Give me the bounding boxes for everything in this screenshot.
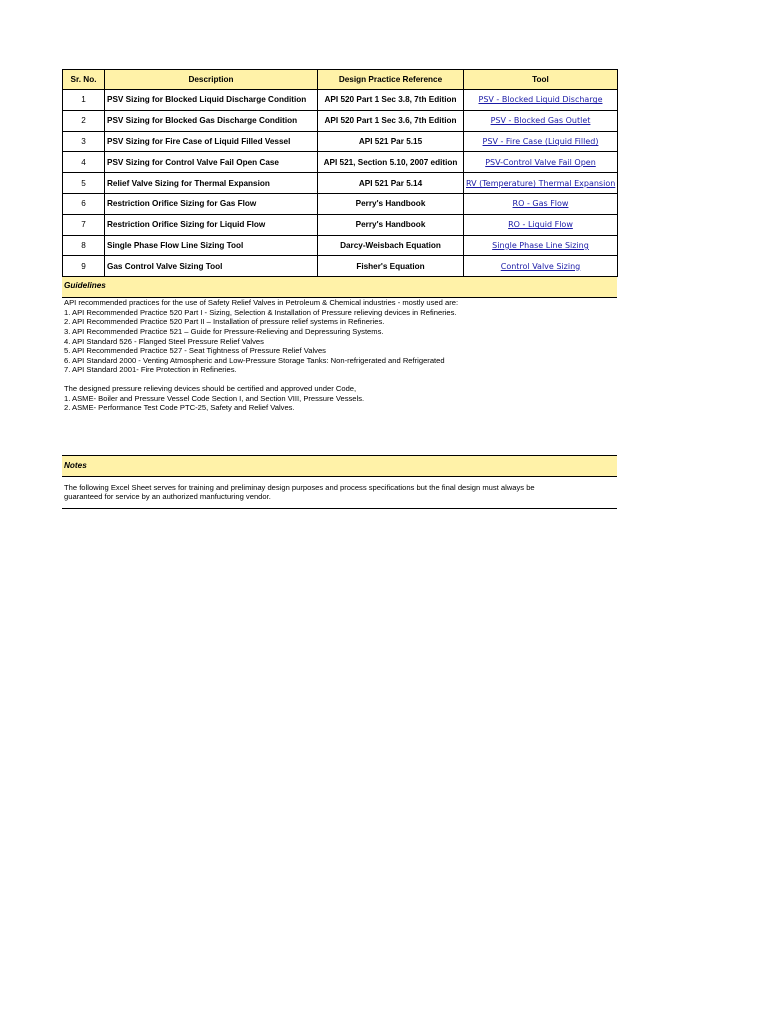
tool-link[interactable]: PSV-Control Valve Fail Open — [485, 157, 596, 167]
guideline-item: 5. API Recommended Practice 527 - Seat Tightness of Pressure Relief Valves — [64, 346, 326, 356]
table-row — [63, 90, 618, 111]
header-reference: Design Practice Reference — [318, 70, 464, 90]
guideline-item: 7. API Standard 2001- Fire Protection in Refineries. — [64, 365, 237, 375]
tool-link[interactable]: Single Phase Line Sizing — [492, 240, 589, 250]
sr-no-cell: 4 — [63, 152, 105, 173]
description-cell: Gas Control Valve Sizing Tool — [105, 256, 318, 277]
table-row — [63, 131, 618, 152]
sr-no-cell: 5 — [63, 173, 105, 194]
guidelines-heading: Guidelines — [62, 277, 617, 298]
reference-cell: API 521, Section 5.10, 2007 edition — [318, 152, 464, 173]
sr-no-cell: 1 — [63, 90, 105, 111]
header-sr-no: Sr. No. — [63, 70, 105, 90]
tool-link[interactable]: RO - Liquid Flow — [508, 220, 573, 230]
description-cell: PSV Sizing for Blocked Gas Discharge Condition — [105, 110, 318, 131]
notes-line-1: The following Excel Sheet serves for training and preliminay design purposes and process specifications but the final design must always be — [64, 482, 535, 492]
sr-no-cell: 3 — [63, 131, 105, 152]
tool-cell — [464, 131, 618, 152]
sr-no-cell: 8 — [63, 235, 105, 256]
tool-cell — [464, 256, 618, 277]
tool-link[interactable]: RO - Gas Flow — [512, 199, 569, 209]
reference-cell: Perry's Handbook — [318, 214, 464, 235]
sr-no-cell: 9 — [63, 256, 105, 277]
reference-cell: Darcy-Weisbach Equation — [318, 235, 464, 256]
tool-cell — [464, 152, 618, 173]
header-tool: Tool — [464, 70, 618, 90]
description-cell: PSV Sizing for Control Valve Fail Open Case — [105, 152, 318, 173]
header-row — [63, 70, 618, 90]
table-row — [63, 214, 618, 235]
table-row — [63, 193, 618, 214]
table-row — [63, 152, 618, 173]
notes-line-2: guaranteed for service by an authorized manfucturing vendor. — [64, 492, 271, 502]
tool-link[interactable]: PSV - Fire Case (Liquid Filled) — [482, 136, 599, 146]
description-cell: Relief Valve Sizing for Thermal Expansion — [105, 173, 318, 194]
code-item: 1. ASME- Boiler and Pressure Vessel Code Section I, and Section VIII, Pressure Vessels. — [64, 393, 365, 403]
description-cell: Restriction Orifice Sizing for Gas Flow — [105, 193, 318, 214]
code-item: 2. ASME- Performance Test Code PTC-25, Safety and Relief Valves. — [64, 403, 295, 413]
code-intro: The designed pressure relieving devices should be certified and approved under Code, — [64, 383, 357, 393]
guideline-item: 6. API Standard 2000 - Venting Atmospheric and Low-Pressure Storage Tanks: Non-refrigerated and Refrigerated — [64, 355, 445, 365]
description-cell: Single Phase Flow Line Sizing Tool — [105, 235, 318, 256]
tool-link[interactable]: PSV - Blocked Gas Outlet — [490, 116, 591, 126]
reference-cell: API 521 Par 5.14 — [318, 173, 464, 194]
table-row — [63, 110, 618, 131]
tool-link[interactable]: PSV - Blocked Liquid Discharge — [478, 95, 603, 105]
notes-heading: Notes — [62, 455, 617, 477]
table-row — [63, 256, 618, 277]
guidelines-intro: API recommended practices for the use of Safety Relief Valves in Petroleum & Chemical industries - mostly used are: — [64, 298, 459, 308]
tool-cell — [464, 173, 618, 194]
sr-no-cell: 2 — [63, 110, 105, 131]
guideline-item: 4. API Standard 526 - Flanged Steel Pressure Relief Valves — [64, 336, 264, 346]
description-cell: PSV Sizing for Fire Case of Liquid Filled Vessel — [105, 131, 318, 152]
spreadsheet — [62, 69, 617, 509]
tool-cell — [464, 90, 618, 111]
guideline-item: 2. API Recommended Practice 520 Part II – Installation of pressure relief systems in Refineries. — [64, 317, 385, 327]
guideline-item: 1. API Recommended Practice 520 Part I - Sizing, Selection & Installation of Pressure relieving devices in Refineries. — [64, 307, 457, 317]
sr-no-cell: 6 — [63, 193, 105, 214]
guideline-item: 3. API Recommended Practice 521 – Guide for Pressure-Relieving and Depressuring Systems. — [64, 326, 384, 336]
tool-cell — [464, 110, 618, 131]
table-row — [63, 173, 618, 194]
reference-cell: Perry's Handbook — [318, 193, 464, 214]
reference-cell: Fisher's Equation — [318, 256, 464, 277]
tool-link[interactable]: RV (Temperature) Thermal Expansion — [466, 178, 616, 188]
sr-no-cell: 7 — [63, 214, 105, 235]
tool-cell — [464, 235, 618, 256]
table-row — [63, 235, 618, 256]
tool-cell — [464, 214, 618, 235]
tool-cell — [464, 193, 618, 214]
tools-table — [62, 69, 618, 277]
tool-link[interactable]: Control Valve Sizing — [500, 261, 581, 271]
notes-divider — [62, 508, 617, 509]
description-cell: Restriction Orifice Sizing for Liquid Flow — [105, 214, 318, 235]
reference-cell: API 521 Par 5.15 — [318, 131, 464, 152]
header-description: Description — [105, 70, 318, 90]
reference-cell: API 520 Part 1 Sec 3.6, 7th Edition — [318, 110, 464, 131]
reference-cell: API 520 Part 1 Sec 3.8, 7th Edition — [318, 90, 464, 111]
description-cell: PSV Sizing for Blocked Liquid Discharge Condition — [105, 90, 318, 111]
